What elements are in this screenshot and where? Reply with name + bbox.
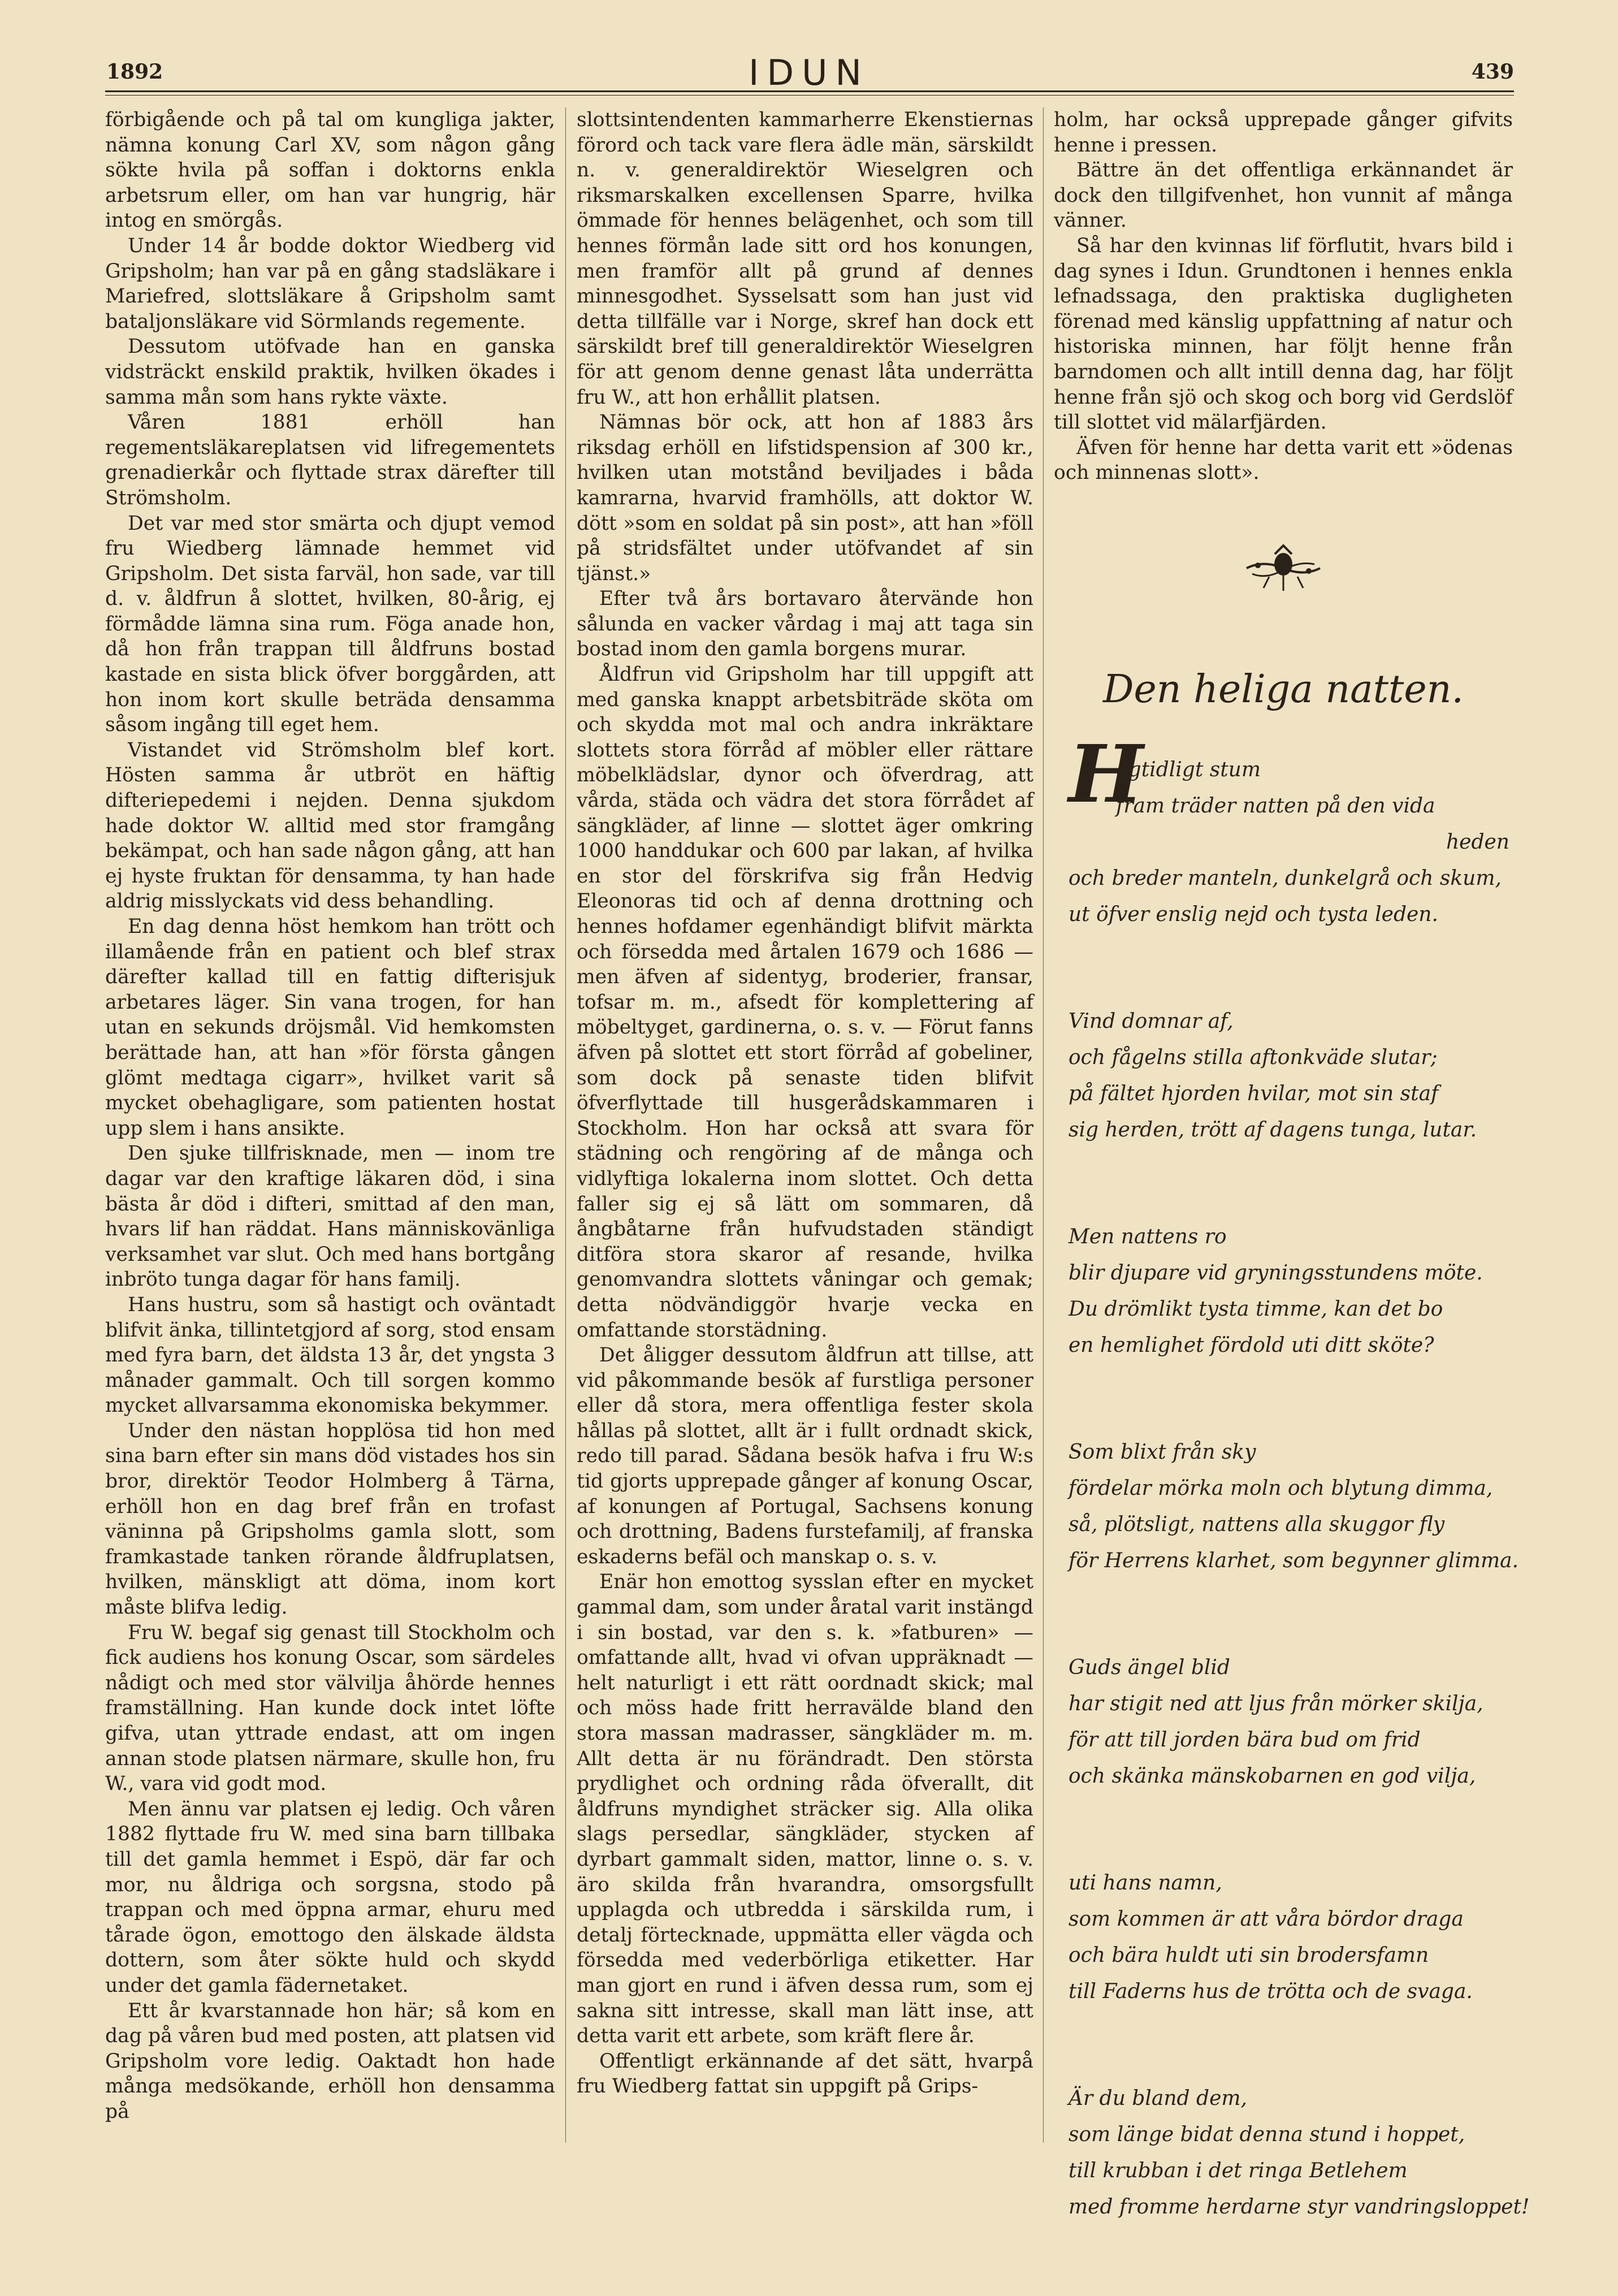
poem-line: Vind domnar af, [1068,1010,1234,1033]
page-header [0,54,1618,100]
paragraph: Offentligt erkännande af det sätt, hvarpå fru Wiedberg fattat sin uppgift på Grips- [577,2049,1033,2098]
header-rule-thin [105,95,1514,96]
poem-line: som länge bidat denna stund i hoppet, [1068,2123,1465,2146]
paragraph: Det åligger dessutom åldfrun att tillse, att vid påkommande besök af furstliga personer eller då stora, mera offentliga fester skola hållas på slottet, allt är i fullt ordnadt skick, redo till parad. Sådana besök hafva i fru W:s tid gjorts upprepade gånger af konung Oscar, af konungen af Portugal, Sachsens konung och drottning, Badens furstefamilj, af franska eskaderns befäl och manskap o. s. v. [577,1344,1033,1568]
poem-line: som kommen är att våra bördor draga [1068,1908,1464,1931]
poem-line: Men nattens ro [1068,1225,1227,1248]
poem-line: så, plötsligt, nattens alla skuggor fly [1068,1513,1445,1536]
poem-stanza [1068,1004,1509,1148]
poem-line: Guds ängel blid [1068,1656,1230,1679]
poem-stanza [1068,1865,1509,2010]
paragraph: Hans hustru, som så hastigt och oväntadt blifvit änka, tillintetgjord af sorg, stod ensam med fyra barn, det äldsta 13 år, det yngsta 3 månader gammalt. Och till sorgen kommo mycket allvarsamma ekonomiska bekymmer. [105,1293,555,1417]
poem-line: Som blixt från sky [1068,1441,1256,1464]
poem-line: för att till jorden bära bud om frid [1068,1728,1421,1752]
paragraph: Så har den kvinnas lif förflutit, hvars bild i dag synes i Idun. Grundtonen i hennes enkla lefnadssaga, den praktiska dugligheten förenad med känslig uppfattning af natur och historiska minnen, har följt henne från barndomen och allt intill denna dag, har följt henne från sjö och skog och borg vid Gerdslöf till slottet vid mälarfjärden. [1054,234,1513,434]
paragraph: slottsintendenten kammarherre Ekenstiernas förord och tack vare flera ädle män, särskildt n. v. generaldirektör Wieselgren och riksmarskalken excellensen Sparre, hvilka ömmade för hennes belägenhet, och som till hennes förmån lade sitt ord hos konungen, men framför allt på grund af dennes minnesgodhet. Sysselsatt som han just vid detta tillfälle var i Norge, skref han dock ett särskildt bref till generaldirektör Wieselgren för att genom denne genast låta underrätta fru W., att hon erhållit platsen. [577,109,1033,409]
paragraph: Det var med stor smärta och djupt vemod fru Wiedberg lämnade hemmet vid Gripsholm. Det sista farväl, hon sade, var till d. v. åldfrun å slottet, hvilken, 80-årig, ej förmådde lämna sina rum. Föga anade hon, då hon från trappan till åldfruns bostad kastade en sista blick öfver borggården, att hon inom kort skulle beträda densamma såsom ingång till eget hem. [105,512,555,737]
article-column-2 [577,107,1033,2099]
paragraph: En dag denna höst hemkom han trött och illamående från en patient och blef strax därefter kallad till en fattig difterisjuk arbetares läger. Sin vana trogen, for han utan en sekunds dröjsmål. Vid hemkomsten berättade han, att han »för första gången glömt medtaga cigarr», hvilket varit så mycket obehagligare, som patienten hostat upp slem i hans ansikte. [105,915,555,1140]
paragraph: Bättre än det offentliga erkännandet är dock den tillgifvenhet, hon vunnit af många vänner. [1054,159,1513,232]
poem-stanza [1068,1650,1509,1795]
paragraph: Men ännu var platsen ej ledig. Och våren 1882 flyttade fru W. med sina barn tillbaka till det gamla hemmet i Espö, där far och mor, nu åldriga och sorgsna, stodo på trappan och med öppna armar, ehuru med tårade ögon, emottogo den älskade äldsta dottern, som åter sökte huld och skydd under det gamla fädernetaket. [105,1797,555,1997]
paragraph: Enär hon emottog sysslan efter en mycket gammal dam, som under åratal varit instängd i sin bostad, var den s. k. »fatburen» — omfattande allt, hvad vi ofvan uppräknadt — helt naturligt i ett rätt oordnadt skick; mal och möss hade fritt herravälde bland den stora massan madrasser, sängkläder m. m. Allt detta är nu förändradt. Den största prydlighet och ordning råda öfverallt, dit åldfruns myndighet sträcker sig. Alla olika slags persedlar, sängkläder, stycken af dyrbart gammalt siden, mattor, linne o. s. v. äro skilda från hvarandra, omsorgsfullt upplagda och utbredda i särskilda rum, i detalj förtecknade, uppmätta eller vägda och försedda med vederbörliga etiketter. Har man gjort en rund i äfven dessa rum, som ej sakna sitt intresse, skall man lätt inse, att detta varit ett arbete, som kräft flere år. [577,1571,1033,2048]
article-column-3 [1054,107,1513,486]
poem-line: Du drömlikt tysta timme, kan det bo [1068,1298,1443,1321]
poem-title: Den heliga natten. [1102,667,1464,712]
poem-line: för Herrens klarhet, som begynner glimma. [1068,1549,1519,1572]
column-divider [565,107,566,2143]
floral-ornament-icon [1241,543,1326,594]
poem-line: Är du bland dem, [1068,2087,1247,2110]
paragraph: förbigående och på tal om kungliga jakter, nämna konung Carl XV, som någon gång sökte hvila på soffan i doktorns enkla arbetsrum eller, om han var hungrig, här intog en smörgås. [105,109,555,232]
poem-line: heden [1446,831,1509,854]
paragraph: Den sjuke tillfrisknade, men — inom tre dagar var den kraftige läkaren död, i sina bästa år död i difteri, smittad af den man, hvars lif han räddat. Hans människovänliga verksamhet var slut. Och med hans bortgång inbröto tunga dagar för hans familj. [105,1142,555,1291]
paragraph: Äfven för henne har detta varit ett »ödenas och minnenas slott». [1054,436,1513,485]
article-column-1 [105,107,555,2125]
paragraph: Efter två års bortavaro återvände hon sålunda en vacker vårdag i maj att taga sin bostad inom den gamla borgens murar. [577,587,1033,661]
paragraph: Vistandet vid Strömsholm blef kort. Hösten samma år utbröt en häftig difteriepedemi i nejden. Denna sjukdom hade doktor W. alltid med stor framgång bekämpat, och han sade någon gång, att han ej hyste fruktan för densamma, ty han hade aldrig misslyckats vid dess behandling. [105,738,555,913]
paragraph: Åldfrun vid Gripsholm har till uppgift att med ganska knappt arbetsbiträde sköta om och skydda mot mal och andra inkräktare slottets stora förråd af möbler eller rättare möbelklädslar, dynor och öfverdrag, att vårda, städa och vädra det stora förrådet af sängkläder, af linne — slottet äger omkring 1000 handdukar och 600 par lakan, af hvilka en stor del förskrifva sig från Hedvig Eleonoras tid och af denna drottning och hennes hofdamer egenhändigt blifvit märkta och försedda med årtalen 1679 och 1686 — men äfven af sidentyg, broderier, fransar, tofsar m. m., afsedt för komplettering af möbeltyget, gardinerna, o. s. v. — Förut fanns äfven på slottet ett stort förråd af gobeliner, som dock på senaste tiden blifvit öfverflyttade till husgerådskammaren i Stockholm. Hon har också att svara för städning och rengöring af de många och vidlyftiga lokalerna inom slottet. Och detta faller sig ej så lätt om sommaren, då ångbåtarne från hufvudstaden ständigt ditföra stora skaror af resande, hvilka genomvandra slottets våningar och gemak; detta nödvändiggör hvarje vecka en omfattande storstädning. [577,663,1033,1342]
poem-line: till krubban i det ringa Betlehem [1068,2159,1408,2182]
poem-stanza [1068,2081,1530,2225]
column-divider [1043,107,1044,2143]
poem-line: blir djupare vid gryningsstundens möte. [1068,1261,1483,1285]
header-year: 1892 [106,60,163,84]
paragraph: Under den nästan hopplösa tid hon med sina barn efter sin mans död vistades hos sin bror, direktör Teodor Holmberg å Tärna, erhöll hon en dag bref från en trofast väninna på Gripsholms gamla slott, som framkastade tanken rörande åldfruplatsen, hvilken, mänskligt att döma, inom kort måste blifva ledig. [105,1419,555,1619]
poem-body [1068,728,1530,2296]
poem-stanza [1068,1434,1519,1579]
poem-line: en hemlighet fördold uti ditt sköte? [1068,1334,1434,1357]
poem-line: fördelar mörka moln och blytung dimma, [1068,1477,1493,1500]
drop-cap: H [1068,728,1144,821]
poem-line: och breder manteln, dunkelgrå och skum, [1068,867,1502,890]
poem-line: och fågelns stilla aftonkväde slutar; [1068,1046,1438,1069]
poem-line: ut öfver enslig nejd och tysta leden. [1068,903,1438,926]
paragraph: Våren 1881 erhöll han regementsläkareplatsen vid lifregementets grenadierkår och flyttade strax därefter till Strömsholm. [105,411,555,509]
poem-line: till Faderns hus de trötta och de svaga. [1068,1980,1473,2003]
poem-line: med fromme herdarne styr vandringsloppet! [1068,2195,1530,2219]
poem-line-text: ögtidligt stum [1116,758,1261,781]
header-page-number: 439 [1471,60,1514,84]
paragraph: Ett år kvarstannade hon här; så kom en dag på våren bud med posten, att platsen vid Gripsholm vore ledig. Oaktadt hon hade många medsökande, erhöll hon densamma på [105,1999,555,2123]
paragraph: holm, har också upprepade gånger gifvits henne i pressen. [1054,109,1513,157]
paragraph: Nämnas bör ock, att hon af 1883 års riksdag erhöll en lifstidspension af 300 kr., hvilken utan motstånd beviljades i båda kamrarna, hvarvid framhölls, att doktor W. dött »som en soldat på sin post», att han »föll på stridsfältet under utöfvandet af sin tjänst.» [577,411,1033,585]
poem-line: och skänka mänskobarnen en god vilja, [1068,1765,1476,1788]
poem-line: har stigit ned att ljus från mörker skilja, [1068,1692,1483,1715]
header-rule [105,90,1514,92]
masthead-title: IDUN [749,52,869,93]
paragraph: Fru W. begaf sig genast till Stockholm och fick audiens hos konung Oscar, som särdeles nådigt och med stor välvilja åhörde hennes framställning. Han kunde dock intet löfte gifva, utan yttrade endast, att om ingen annan stode platsen närmare, skulle hon, fru W., vara vid godt mod. [105,1621,555,1796]
poem-line: och bära huldt uti sin brodersfamn [1068,1944,1429,1967]
poem-line: sig herden, trött af dagens tunga, lutar. [1068,1118,1477,1141]
paragraph: Dessutom utöfvade han en ganska vidsträckt enskild praktik, hvilken ökades i samma mån som hans rykte växte. [105,335,555,409]
paragraph: Under 14 år bodde doktor Wiedberg vid Gripsholm; han var på en gång stadsläkare i Mariefred, slottsläkare å Gripsholm samt bataljonsläkare vid Sörmlands regemente. [105,234,555,333]
poem-line: på fältet hjorden hvilar, mot sin staf [1068,1082,1439,1105]
poem-line: fram träder natten på den vida [1116,794,1435,818]
poem-stanza [1068,728,1509,933]
poem-line: uti hans namn, [1068,1871,1222,1895]
poem-stanza [1068,1219,1509,1364]
